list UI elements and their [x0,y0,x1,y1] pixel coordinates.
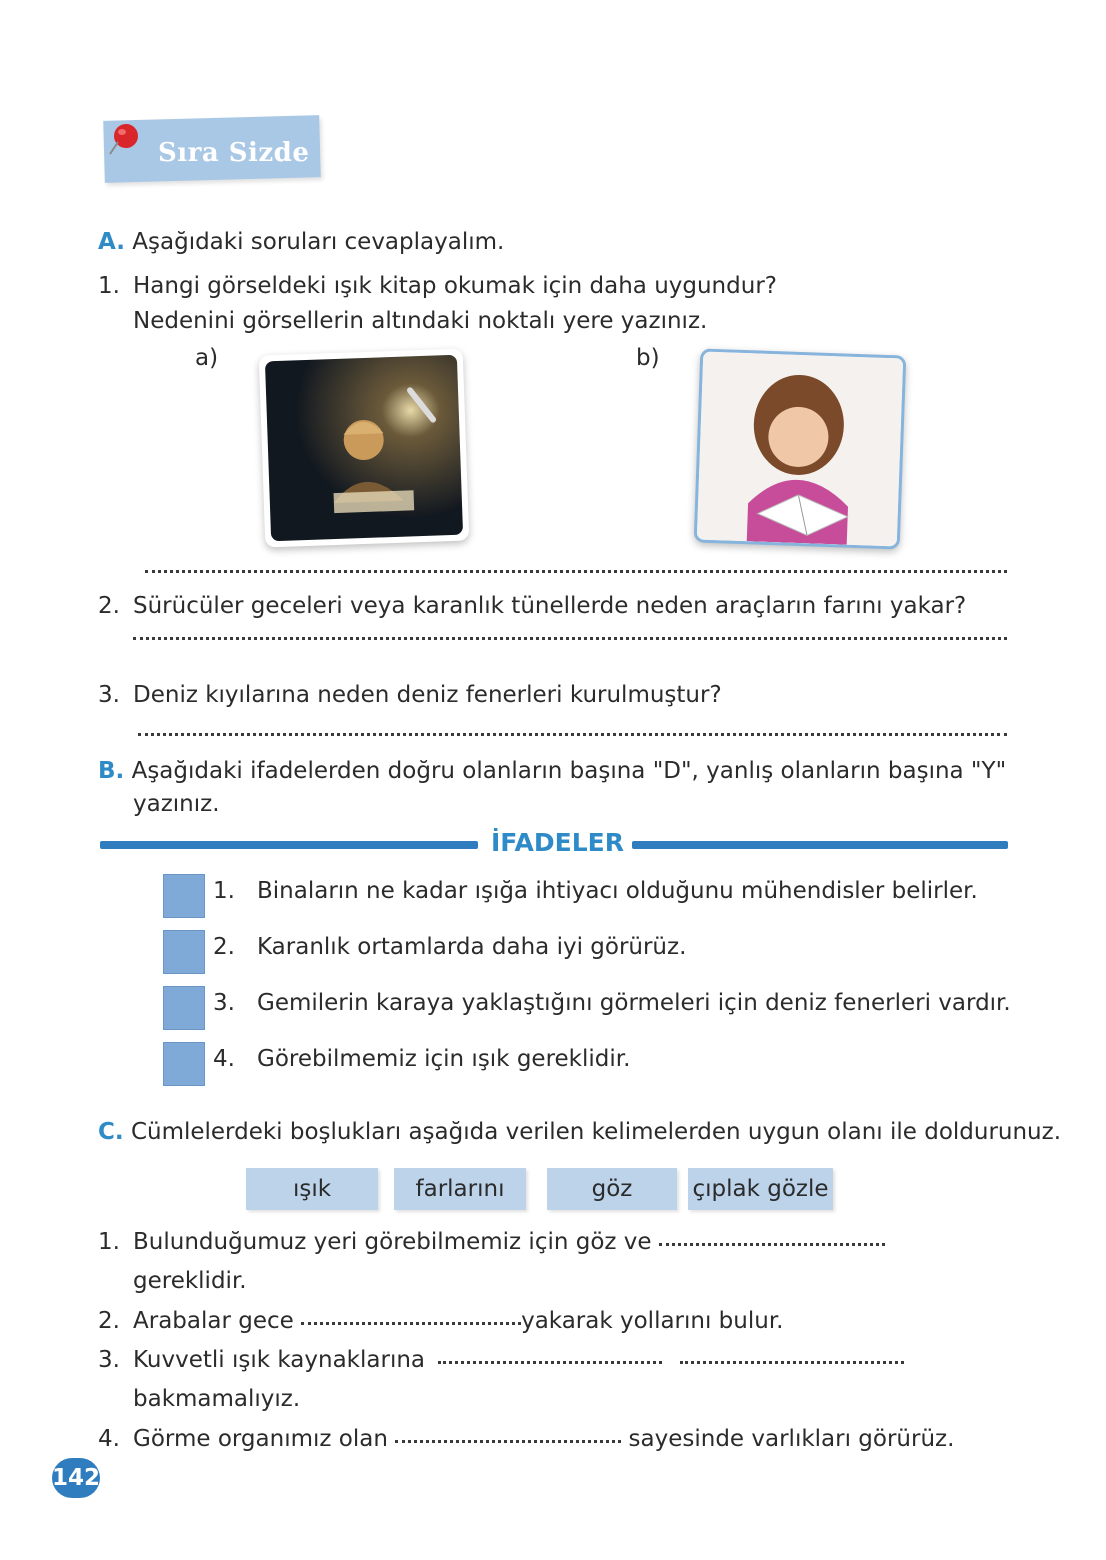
blank-3a[interactable] [438,1361,662,1364]
section-c-text: Cümlelerdeki boşlukları aşağıda verilen kelimelerden uygun olanı ile doldurunuz. [130,1119,1062,1145]
section-b-line2: yazınız. [133,791,220,817]
statement-3-text: Gemilerin karaya yaklaştığını görmeleri için deniz fenerleri vardır. [257,990,1011,1016]
blank-2[interactable] [301,1322,521,1325]
sentence-2-before: Arabalar gece [133,1308,294,1334]
word-chip-isik: ışık [246,1168,378,1210]
sentence-1-line2: gereklidir. [133,1268,247,1294]
dark-reading-illustration [259,348,470,547]
sentence-1-text: Bulunduğumuz yeri görebilmemiz için göz ve [133,1229,652,1255]
answer-line-q3[interactable] [138,733,1007,736]
question-1-line1: Hangi görseldeki ışık kitap okumak için daha uygundur? [133,273,777,299]
answer-line-q1[interactable] [145,570,1007,573]
statement-4-number: 4. [213,1046,235,1072]
sentence-1 [133,1227,885,1257]
answer-box-2[interactable] [163,930,205,974]
sentence-3-number: 3. [98,1347,120,1373]
sentence-2-number: 2. [98,1308,120,1334]
sentence-3-before: Kuvvetli ışık kaynaklarına [133,1347,426,1373]
sentence-1-number: 1. [98,1229,120,1255]
photo-bright-reading [694,348,907,549]
blank-1[interactable] [659,1243,885,1246]
section-b-instruction [98,756,1006,786]
ifadeler-bar-left [100,841,478,849]
sentence-4 [133,1424,954,1454]
sentence-4-before: Görme organımız olan [133,1426,388,1452]
question-3-text: Deniz kıyılarına neden deniz fenerleri kurulmuştur? [133,682,722,708]
section-c-instruction [98,1117,1061,1147]
statement-2-number: 2. [213,934,235,960]
blank-3b[interactable] [680,1361,904,1364]
section-b-line1: Aşağıdaki ifadelerden doğru olanların başına "D", yanlış olanların başına "Y" [131,758,1007,784]
question-1-number: 1. [98,273,120,299]
statement-3-number: 3. [213,990,235,1016]
sentence-4-after: sayesinde varlıkları görürüz. [628,1426,955,1452]
section-title: Sıra Sizde [158,138,310,168]
statement-2-text: Karanlık ortamlarda daha iyi görürüz. [257,934,687,960]
ifadeler-bar-right [632,841,1008,849]
page-number: 142 [52,1458,100,1498]
answer-box-1[interactable] [163,874,205,918]
ifadeler-title: İFADELER [491,828,624,857]
statement-1-text: Binaların ne kadar ışığa ihtiyacı olduğunu mühendisler belirler. [257,878,978,904]
sentence-3-line2: bakmamalıyız. [133,1386,301,1412]
section-c-letter: C. [98,1119,124,1145]
question-2-number: 2. [98,593,120,619]
word-chip-farlarini: farlarını [394,1168,526,1210]
section-a-letter: A. [98,229,125,255]
section-a-instruction [98,227,504,257]
sentence-4-number: 4. [98,1426,120,1452]
sentence-3 [133,1345,904,1375]
word-chip-goz: göz [547,1168,677,1210]
sentence-2 [133,1306,783,1336]
sentence-2-after: yakarak yollarını bulur. [521,1308,784,1334]
question-3-number: 3. [98,682,120,708]
bright-reading-illustration [697,352,903,547]
question-2-text: Sürücüler geceleri veya karanlık tünellerde neden araçların farını yakar? [133,593,967,619]
section-b-letter: B. [98,758,125,784]
photo-a-label: a) [195,345,219,371]
pushpin-icon [104,120,144,160]
question-1-line2: Nedenini görsellerin altındaki noktalı yere yazınız. [133,308,708,334]
word-chip-ciplak-gozle: çıplak gözle [688,1168,833,1210]
answer-line-q2[interactable] [133,637,1007,640]
blank-4[interactable] [395,1440,621,1443]
photo-b-label: b) [636,345,660,371]
statement-4-text: Görebilmemiz için ışık gereklidir. [257,1046,631,1072]
answer-box-3[interactable] [163,986,205,1030]
statement-1-number: 1. [213,878,235,904]
answer-box-4[interactable] [163,1042,205,1086]
section-a-text: Aşağıdaki soruları cevaplayalım. [132,229,505,255]
photo-dark-reading [259,348,470,547]
